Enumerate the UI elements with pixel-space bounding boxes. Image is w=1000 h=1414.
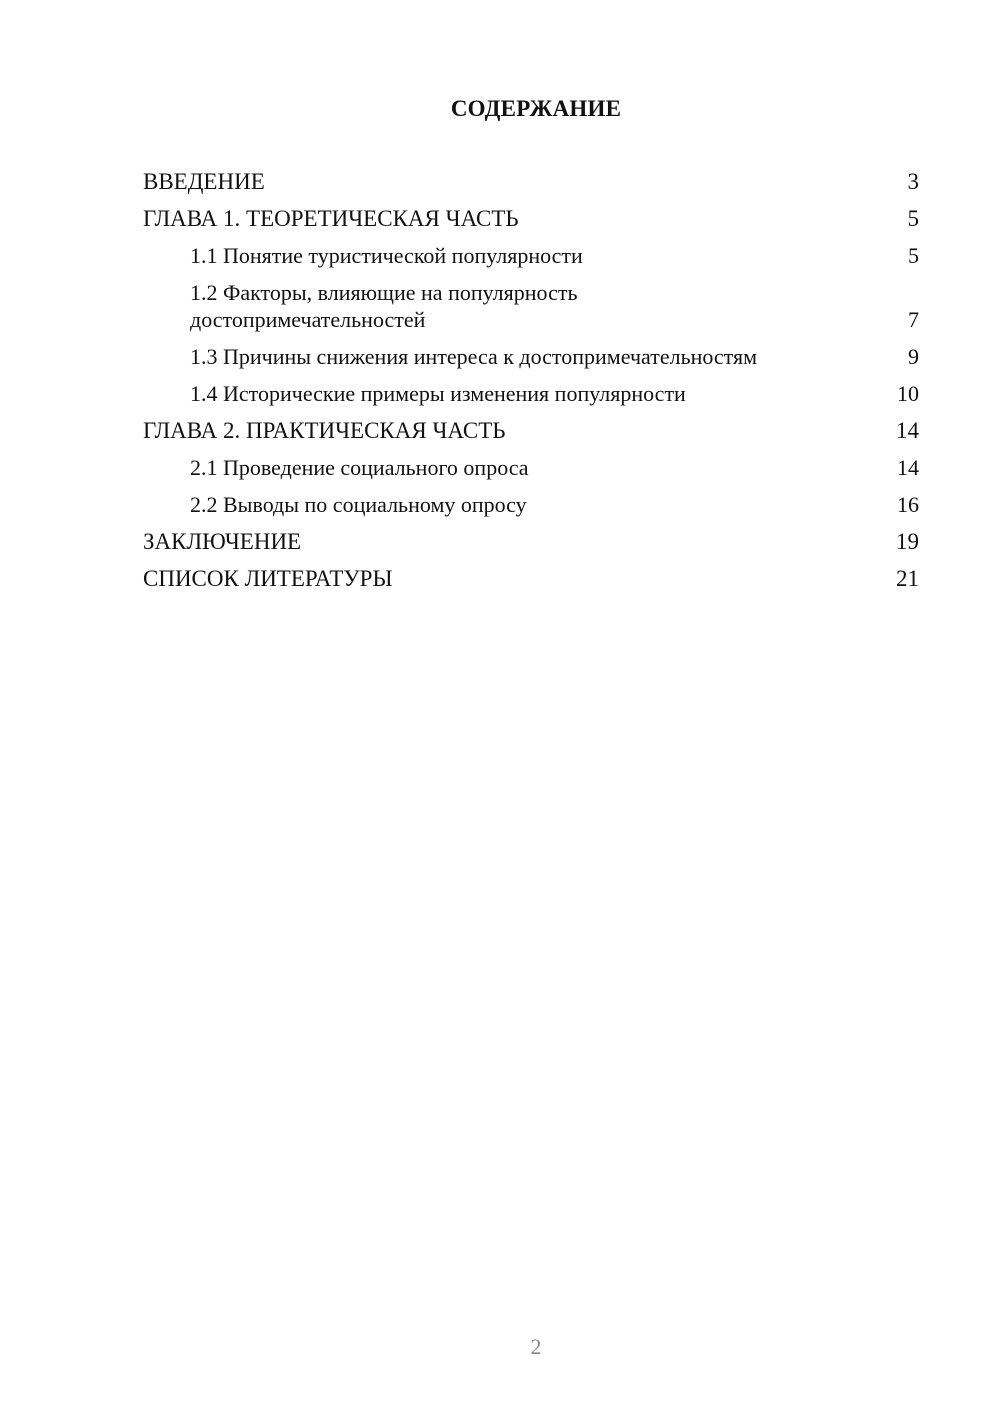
toc-entry-page-number: 5 (908, 243, 919, 268)
toc-entry-chapter-2[interactable] (143, 417, 919, 444)
toc-entry-label: 1.1 Понятие туристической популярности (190, 243, 583, 268)
toc-entry-label: 2.1 Проведение социального опроса (190, 455, 529, 480)
toc-entry-chapter-1[interactable] (143, 205, 919, 232)
toc-entry-label: ВВЕДЕНИЕ (143, 169, 265, 194)
toc-entry-page-number: 10 (897, 381, 919, 406)
toc-entry-label: 1.3 Причины снижения интереса к достопримечательностям (190, 344, 758, 369)
toc-entry-page-number: 14 (897, 455, 919, 480)
toc-entry-label: ГЛАВА 2. ПРАКТИЧЕСКАЯ ЧАСТЬ (143, 418, 506, 443)
toc-entry-page-number: 21 (896, 566, 919, 591)
toc-entry-page-number: 3 (907, 169, 919, 194)
toc-entry-label: ГЛАВА 1. ТЕОРЕТИЧЕСКАЯ ЧАСТЬ (143, 206, 519, 231)
toc-entry-page-number: 16 (897, 492, 919, 517)
toc-entry-page-number: 14 (896, 418, 919, 443)
toc-entry-label: ЗАКЛЮЧЕНИЕ (143, 529, 302, 554)
toc-entry-section-1-3[interactable] (143, 343, 919, 370)
toc-entry-conclusion[interactable] (143, 528, 919, 555)
toc-entry-label: 1.2 Факторы, влияющие на популярность достопримечательностей (190, 280, 578, 332)
toc-entry-page-number: 9 (908, 344, 919, 369)
footer-page-number: 2 (530, 1334, 542, 1359)
toc-entry-label: 2.2 Выводы по социальному опросу (190, 492, 527, 517)
toc-entry-page-number: 5 (907, 206, 919, 231)
toc-entry-section-2-1[interactable] (143, 454, 919, 481)
toc-entry-section-2-2[interactable] (143, 491, 919, 518)
toc-entry-label: СПИСОК ЛИТЕРАТУРЫ (143, 566, 393, 591)
toc-entry-section-1-4[interactable] (143, 380, 919, 407)
toc-entry-page-number: 19 (896, 529, 919, 554)
table-of-contents (143, 168, 919, 602)
toc-entry-page-number: 7 (908, 307, 919, 332)
toc-entry-bibliography[interactable] (143, 565, 919, 592)
toc-entry-section-1-1[interactable] (143, 242, 919, 269)
toc-entry-introduction[interactable] (143, 168, 919, 195)
toc-entry-label: 1.4 Исторические примеры изменения популярности (190, 381, 686, 406)
toc-entry-section-1-2[interactable] (143, 279, 919, 333)
toc-title: СОДЕРЖАНИЕ (450, 96, 622, 121)
